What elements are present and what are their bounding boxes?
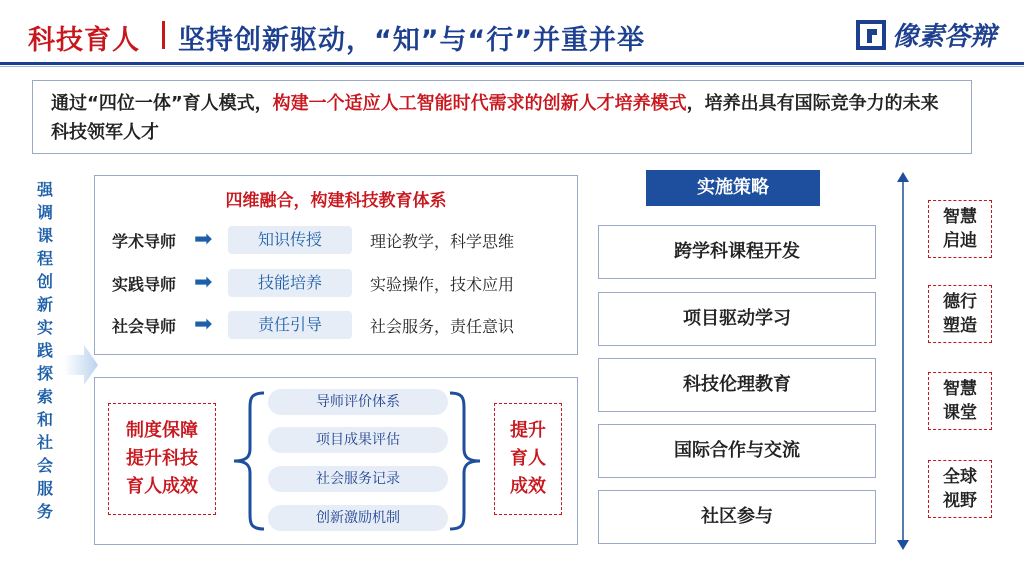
intro-prefix: 通过“四位一体”育人模式，: [51, 93, 273, 114]
mentor-label: 实践导师: [112, 274, 177, 294]
right-tag-line: 课堂: [943, 403, 977, 423]
guarantee-left-line: 育人成效: [126, 476, 198, 497]
guarantee-left-line: 制度保障: [126, 420, 198, 441]
mentor-label: 社会导师: [112, 316, 177, 336]
strategy-item: 跨学科课程开发: [598, 225, 876, 279]
right-tag: [928, 200, 992, 258]
intro-box: [32, 80, 972, 154]
right-tag: [928, 285, 992, 343]
strategy-item: 社区参与: [598, 490, 876, 544]
focus-pill: 责任引导: [228, 311, 352, 339]
title-accent: 科技育人: [28, 25, 140, 56]
right-tag-line: 视野: [943, 491, 977, 511]
evaluation-pill: 导师评价体系: [268, 389, 448, 415]
evaluation-pill: 项目成果评估: [268, 427, 448, 453]
right-arrow-icon: ➡: [194, 312, 213, 337]
evaluation-pill: 社会服务记录: [268, 466, 448, 492]
mentor-desc: 社会服务，责任意识: [370, 316, 515, 336]
vertical-double-arrow-icon: [896, 172, 910, 550]
mentor-row: [112, 224, 568, 256]
right-tag-line: 全球: [943, 467, 977, 487]
focus-pill: 知识传授: [228, 226, 352, 254]
right-arrow-icon: ➡: [194, 227, 213, 252]
intro-highlight: 构建一个适应人工智能时代需求的创新人才培养模式: [272, 93, 687, 114]
mentor-row: [112, 309, 568, 341]
brace-icon: [232, 391, 266, 531]
focus-pill: 技能培养: [228, 269, 352, 297]
strategy-item: 科技伦理教育: [598, 358, 876, 412]
guarantee-right-line: 成效: [510, 476, 546, 497]
guarantee-left-line: 提升科技: [126, 448, 198, 469]
page-title: 坚持创新驱动，“知”与“行”并重并举: [178, 25, 645, 56]
title-divider: [162, 21, 165, 49]
vertical-label: 强调课程创新实践探索和社会服务: [36, 180, 53, 521]
right-tag: [928, 372, 992, 430]
mentor-row: [112, 267, 568, 299]
mentor-desc: 实验操作，技术应用: [370, 274, 515, 294]
right-tag-line: 启迪: [943, 231, 977, 251]
mentor-desc: 理论教学，科学思维: [370, 231, 515, 251]
strategy-item: 国际合作与交流: [598, 424, 876, 478]
brand: [856, 16, 996, 53]
guarantee-left-tag: [108, 403, 216, 515]
right-arrow-icon: ➡: [194, 270, 213, 295]
strategy-heading: 实施策略: [646, 170, 820, 206]
evaluation-pill: 创新激励机制: [268, 505, 448, 531]
mentor-label: 学术导师: [112, 231, 177, 251]
right-tag-line: 智慧: [943, 379, 977, 399]
right-tag: [928, 460, 992, 518]
brace-icon: [448, 391, 482, 531]
right-tag-line: 塑造: [943, 316, 977, 336]
right-tag-line: 智慧: [943, 207, 977, 227]
pixel-logo-icon: [856, 20, 886, 50]
header-rule: [0, 62, 1024, 65]
mentor-section-title: 四维融合，构建科技教育体系: [225, 191, 447, 211]
intro-suffix: ，培养出具有国际竞争力的未来科技领军人才: [51, 93, 939, 143]
guarantee-right-tag: [494, 403, 562, 515]
guarantee-right-line: 育人: [510, 448, 546, 469]
guarantee-right-line: 提升: [510, 420, 546, 441]
header-rule-thin: [0, 66, 1024, 67]
right-arrow-icon: [64, 345, 98, 385]
brand-name: 像素答辩: [891, 22, 996, 52]
right-tag-line: 德行: [943, 292, 977, 312]
strategy-item: 项目驱动学习: [598, 292, 876, 346]
